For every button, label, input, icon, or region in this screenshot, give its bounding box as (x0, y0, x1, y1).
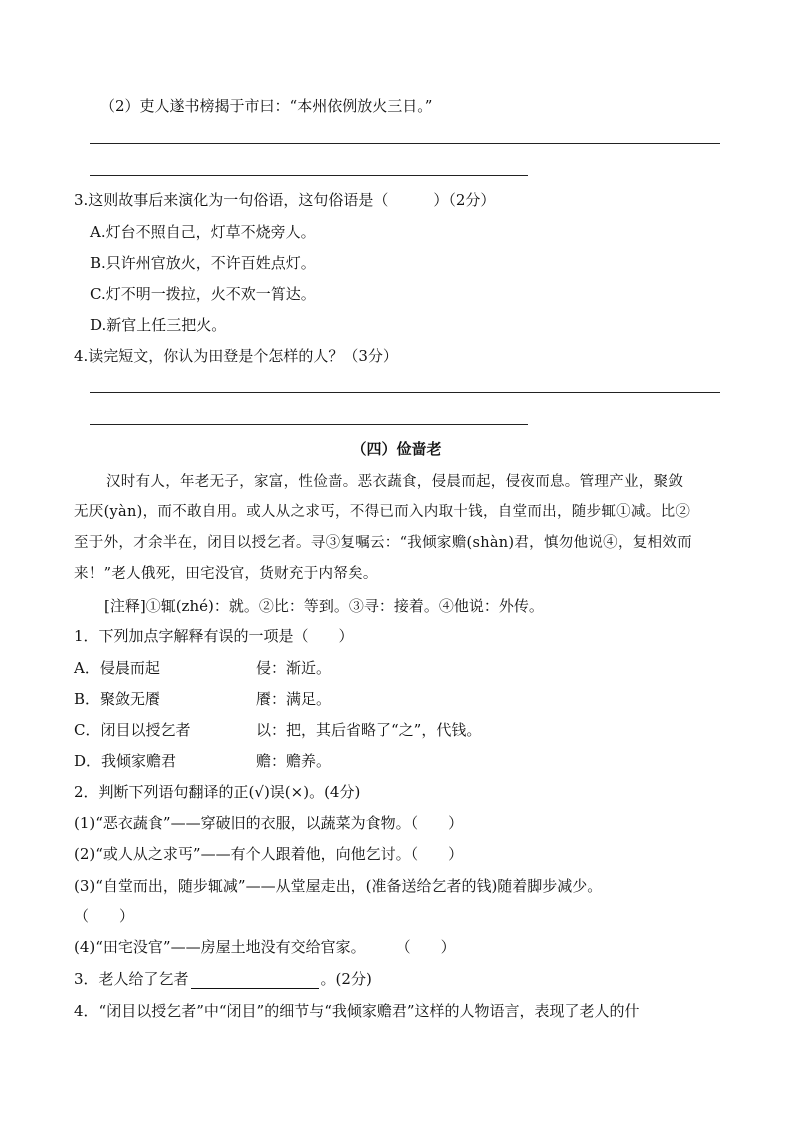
q4-stem: 4.读完短文，你认为田登是个怎样的人？（3分） (74, 347, 398, 365)
p4-q1-option-a-right: 侵：渐近。 (256, 659, 332, 677)
passage-line-4: 来！”老人俄死，田宅没官，货财充于内帑矣。 (74, 566, 378, 582)
p4-q1-option-d-left: D．我倾家赡君 (74, 752, 177, 770)
q3-stem: 3.这则故事后来演化为一句俗语，这句俗语是（ ）（2分） (74, 191, 496, 209)
fill-in-blank[interactable] (191, 972, 319, 989)
p4-q1-option-a-left: A．侵晨而起 (74, 659, 160, 677)
p4-q1-option-c-right: 以：把，其后省略了“之”，代钱。 (256, 721, 482, 739)
section-title: （四）俭啬老 (351, 440, 442, 458)
p4-q2-item-3: (3)“自堂而出，随步辄减”——从堂屋走出，(准备送给乞者的钱)随着脚步减少。 (74, 877, 603, 895)
p4-q1-option-b-right: 餍：满足。 (256, 690, 332, 708)
p4-q3-suffix: 。(2分) (320, 970, 372, 988)
p4-q1-option-b-left: B．聚敛无餍 (74, 690, 161, 708)
p4-q1-option-c-left: C．闭目以授乞者 (74, 721, 191, 739)
p4-q2-stem: 2．判断下列语句翻译的正(√)误(×)。(4分) (74, 783, 361, 801)
p4-q4-stem: 4．“闭目以授乞者”中“闭目”的细节与“我倾家赡君”这样的人物语言，表现了老人的什 (74, 1002, 640, 1020)
q3-option-b: B.只许州官放火，不许百姓点灯。 (90, 254, 316, 272)
p4-q2-item-3-bracket: （ ） (74, 907, 135, 925)
passage-line-3: 至于外，才余半在，闭目以授乞者。寻③复嘱云：“我倾家赡(shàn)君，慎勿他说④，复相效而 (74, 535, 692, 551)
q3-option-a: A.灯台不照自己，灯草不烧旁人。 (90, 223, 316, 241)
annotation-note: [注释]①辄(zhé)：就。②比：等到。③寻：接着。④他说：外传。 (104, 597, 544, 615)
p4-q2-item-2: (2)“或人从之求丐”——有个人跟着他，向他乞讨。（ ） (74, 845, 464, 863)
q2-sentence: （2）吏人遂书榜揭于市曰：“本州依例放火三日。” (100, 97, 433, 115)
p4-q2-item-1: (1)“恶衣蔬食”——穿破旧的衣服，以蔬菜为食物。（ ） (74, 814, 464, 832)
p4-q2-item-4: (4)“田宅没官”——房屋土地没有交给官家。 （ ） (74, 938, 456, 956)
p4-q3-prefix: 3．老人给了乞者 (74, 970, 189, 988)
answer-line (90, 424, 528, 425)
p4-q1-option-d-right: 赡：赡养。 (256, 752, 332, 770)
q3-option-d: D.新官上任三把火。 (90, 316, 227, 334)
p4-q1-stem: 1．下列加点字解释有误的一项是（ ） (74, 627, 354, 645)
answer-line (90, 175, 528, 176)
passage-line-1: 汉时有人，年老无子，家富，性俭啬。恶衣蔬食，侵晨而起，侵夜而息。管理产业，聚敛 (106, 474, 684, 490)
p4-q3 (74, 969, 372, 989)
answer-line (90, 143, 720, 144)
answer-line (90, 392, 720, 393)
passage-line-2: 无厌(yàn)，而不敢自用。或人从之求丐，不得已而入内取十钱，自堂而出，随步辄①减。比② (74, 504, 691, 520)
q3-option-c: C.灯不明一拨拉，火不欢一筲达。 (90, 285, 316, 303)
